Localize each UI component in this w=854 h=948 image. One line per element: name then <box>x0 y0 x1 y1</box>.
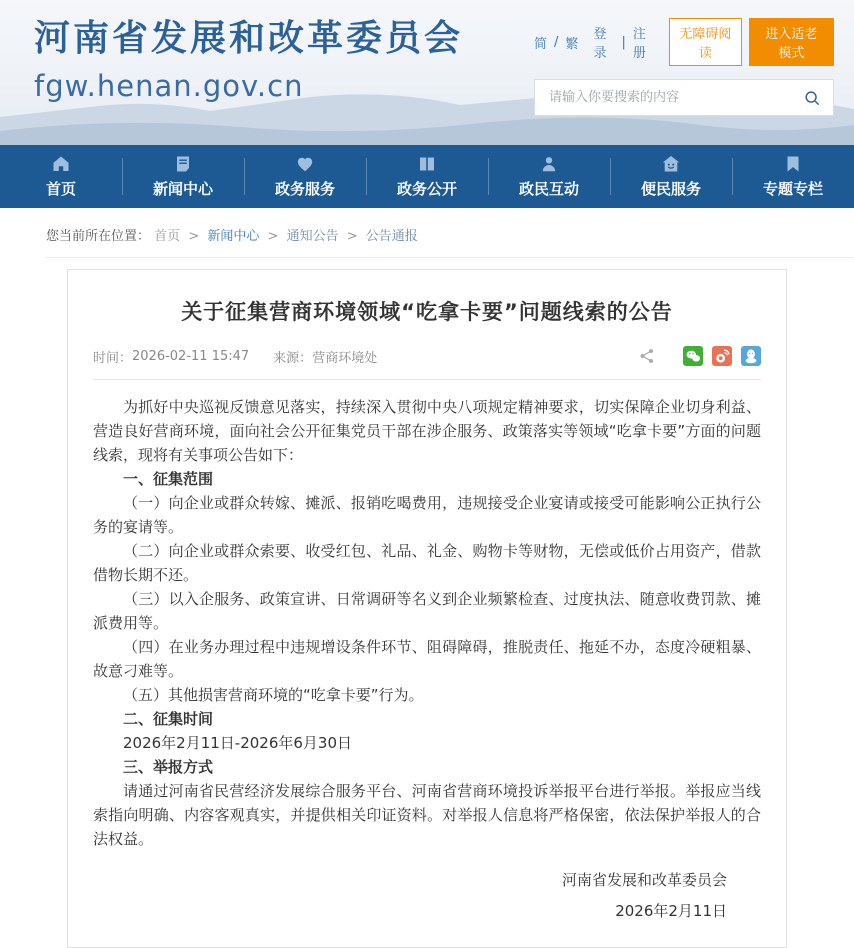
site-header <box>0 0 854 145</box>
paragraph: 为抓好中央巡视反馈意见落实，持续深入贯彻中央八项规定精神要求，切实保障企业切身利益、营造良好营商环境，面向社会公开征集党员干部在涉企服务、政策落实等领域“吃拿卡要”方面的问题线索，现将有关事项公告如下： <box>93 398 761 464</box>
paragraph: （二）向企业或群众索要、收受红包、礼品、礼金、购物卡等财物，无偿或低价占用资产，借款借物长期不还。 <box>93 542 761 584</box>
site-title: 河南省发展和改革委员会 <box>34 18 464 59</box>
breadcrumb-item-notices[interactable]: 通知公告 <box>286 229 339 244</box>
article-meta <box>93 346 761 380</box>
breadcrumb-item-home[interactable]: 首页 <box>154 229 181 244</box>
paragraph: （四）在业务办理过程中违规增设条件环节、阻碍障碍，推脱责任、拖延不办，态度冷硬粗暴、故意刁难等。 <box>93 638 761 680</box>
weibo-icon[interactable] <box>712 346 732 366</box>
header-utility-links <box>534 18 834 66</box>
signature-date: 2026年2月11日 <box>615 902 727 920</box>
heart-icon <box>295 154 315 174</box>
qq-icon[interactable] <box>741 346 761 366</box>
nav-item-convenience-services[interactable]: 便民服务 <box>610 145 732 208</box>
nav-item-special-topics[interactable]: 专题专栏 <box>732 145 854 208</box>
accessibility-button[interactable]: 无障碍阅读 <box>669 18 742 66</box>
paragraph: （五）其他损害营商环境的“吃拿卡要”行为。 <box>123 686 424 704</box>
site-identity <box>34 18 463 103</box>
paragraph: （一）向企业或群众转嫁、摊派、报销吃喝费用，违规接受企业宴请或接受可能影响公正执行公务的宴请等。 <box>93 494 761 536</box>
book-icon <box>417 154 437 174</box>
source-label: 来源： <box>273 350 313 366</box>
main-navigation <box>0 145 854 208</box>
paragraph: （三）以入企服务、政策宣讲、日常调研等名义到企业频繁检查、过度执法、随意收费罚款、摊派费用等。 <box>93 590 761 632</box>
section-heading-scope: 一、征集范围 <box>123 470 214 488</box>
breadcrumb-label: 您当前所在位置： <box>46 229 151 244</box>
lang-divider: / <box>554 34 559 50</box>
search-icon[interactable] <box>803 89 821 107</box>
person-icon <box>539 154 559 174</box>
search-input[interactable] <box>547 89 803 106</box>
section-heading-time: 二、征集时间 <box>123 710 214 728</box>
article-card <box>67 269 787 948</box>
site-domain: fgw.henan.gov.cn <box>34 69 304 104</box>
share-toolbar <box>638 346 761 366</box>
search-box[interactable] <box>534 79 834 116</box>
breadcrumb: 您当前所在位置： 首页 > 新闻中心 > 通知公告 > 公告通报 <box>46 208 854 258</box>
time-label: 时间： <box>93 350 133 366</box>
article-body <box>93 380 761 851</box>
paragraph: 请通过河南省民营经济发展综合服务平台、河南省营商环境投诉举报平台进行举报。举报应当线索指向明确、内容客观真实，并提供相关印证资料。对举报人信息将严格保密，依法保护举报人的合法权益。 <box>93 782 761 848</box>
section-heading-report: 三、举报方式 <box>123 758 214 776</box>
signature-org: 河南省发展和改革委员会 <box>561 871 727 889</box>
nav-item-home[interactable]: 首页 <box>0 145 122 208</box>
breadcrumb-item-news-center[interactable]: 新闻中心 <box>207 229 260 244</box>
smiley-house-icon <box>661 154 681 174</box>
login-link[interactable]: 登录 <box>593 27 607 61</box>
nav-item-news-center[interactable]: 新闻中心 <box>122 145 244 208</box>
wechat-icon[interactable] <box>683 346 703 366</box>
auth-divider: | <box>621 34 626 50</box>
nav-item-public-interaction[interactable]: 政民互动 <box>488 145 610 208</box>
home-icon <box>51 154 71 174</box>
breadcrumb-item-announcements[interactable]: 公告通报 <box>365 229 418 244</box>
paragraph: 2026年2月11日-2026年6月30日 <box>123 734 353 752</box>
share-icon[interactable] <box>638 347 656 365</box>
article-title: 关于征集营商环境领域“吃拿卡要”问题线索的公告 <box>181 300 673 324</box>
nav-item-gov-disclosure[interactable]: 政务公开 <box>366 145 488 208</box>
lang-simplified-link[interactable]: 简 <box>534 36 548 52</box>
publish-source: 营商环境处 <box>312 350 378 366</box>
lang-traditional-link[interactable]: 繁 <box>565 36 579 52</box>
news-icon <box>173 154 193 174</box>
nav-item-gov-services[interactable]: 政务服务 <box>244 145 366 208</box>
article-signature <box>93 865 761 927</box>
register-link[interactable]: 注册 <box>632 27 646 61</box>
bookmark-icon <box>783 154 803 174</box>
publish-time: 2026-02-11 15:47 <box>132 348 250 364</box>
elder-mode-button[interactable]: 进入适老模式 <box>749 18 834 66</box>
